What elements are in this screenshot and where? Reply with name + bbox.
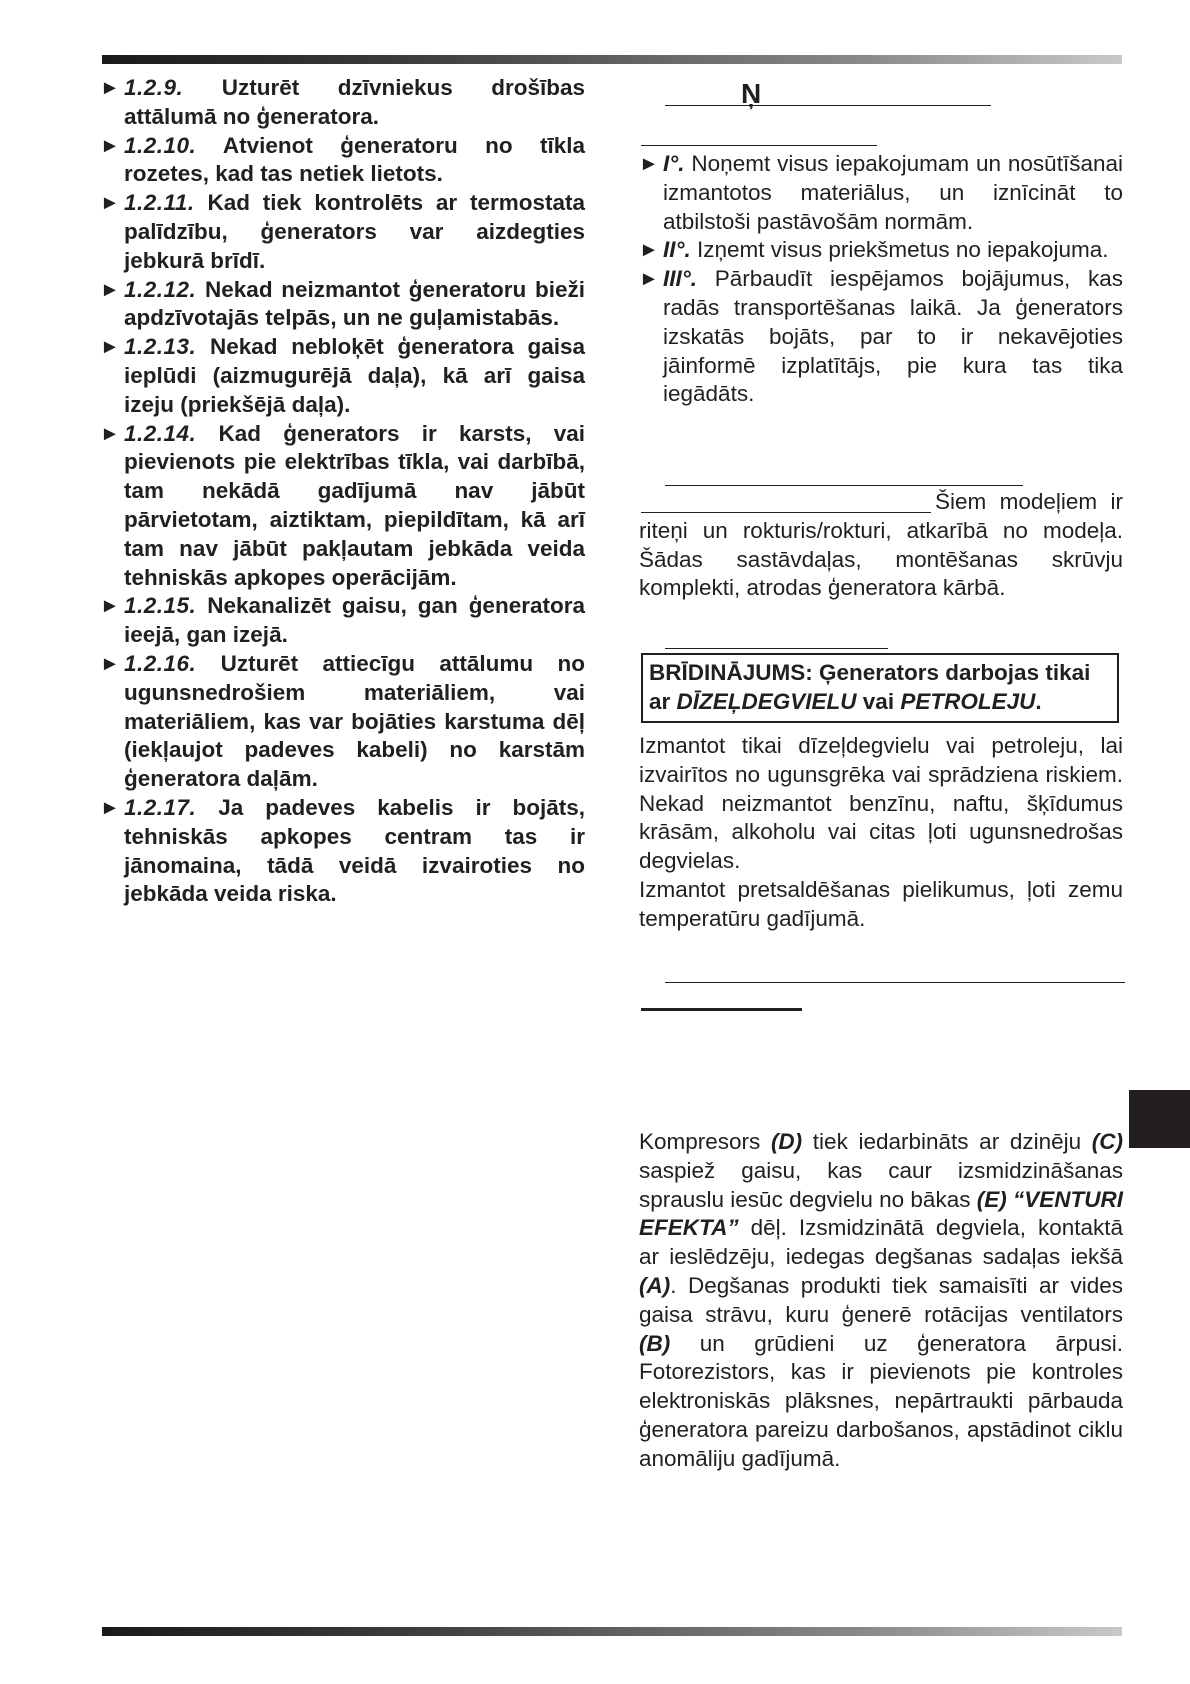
list-item: ► 1.2.14. Kad ģenerators ir karsts, vai pievienots pie elektrības tīkla, vai darbībā, tam nekādā gadījumā nav jābūt pārvietotam, aiztiktam, piepildītam, kā arī tam nav jābūt pakļautam jebkāda veida tehniskās apkopes operācijām. xyxy=(100,420,585,590)
list-item: ► III°. Pārbaudīt iespējamos bojājumus, kas radās transportēšanas laikā. Ja ģenerators izskatās bojāts, par to ir nekavējoties jāinformē izplatītājs, pie kura tas tika iegādāts. xyxy=(639,266,1123,407)
heading-rule xyxy=(665,485,1023,486)
fuel-paragraph: Izmantot tikai dīzeļdegvielu vai petroleju, lai izvairītos no ugunsgrēka vai sprādziena riskiem. Nekad neizmantot benzīnu, naftu, šķīdumus krāsām, alkoholu vai citas ļoti ugunsnedrošas degvielas. xyxy=(639,733,1123,874)
bullet-arrow-icon: ► xyxy=(100,422,120,445)
operation-paragraph: Kompresors (D) tiek iedarbināts ar dzinēju (C) saspiež gaisu, kas caur izsmidzināšanas sprauslu iesūc degvielu no bākas (E) “VENTURI EFEKTA” dēļ. Izsmidzinātā degviela, kontaktā ar ieslēdzēju, iedegas degšanas sadaļas iekšā (A). Degšanas produkti tiek samaisīti ar vides gaisa strāvu, kuru ģenerē rotācijas ventilators (B) un grūdieni uz ģeneratora ārpusi. Fotorezistors, kas ir pievienots pie kontroles elektroniskās plāksnes, nepārtraukti pārbauda ģeneratora pareizu darbošanos, apstādinot ciklu anomāliju gadījumā. xyxy=(639,1129,1123,1471)
language-tab xyxy=(1129,1090,1190,1148)
list-item: ► 1.2.12. Nekad neizmantot ģeneratoru bieži apdzīvotajās telpās, un ne guļamistabās. xyxy=(100,276,585,331)
bullet-arrow-icon: ► xyxy=(100,134,120,157)
warning-box: BRĪDINĀJUMS: Ģenerators darbojas tikai ar DĪZEĻDEGVIELU vai PETROLEJU. xyxy=(641,653,1119,723)
bullet-arrow-icon: ► xyxy=(100,77,120,99)
bullet-arrow-icon: ► xyxy=(100,336,120,359)
bullet-arrow-icon: ► xyxy=(100,192,120,215)
heading-rule xyxy=(641,1008,802,1011)
operation-section xyxy=(639,1128,1123,1474)
bullet-arrow-icon: ► xyxy=(639,268,659,291)
heading-rule xyxy=(641,145,877,146)
heading-rule xyxy=(665,105,991,106)
unpacking-list xyxy=(639,150,1123,409)
list-item: ► 1.2.17. Ja padeves kabelis ir bojāts, tehniskās apkopes centram tas ir jānomaina, tādā veidā izvairoties no jebkāda veida riska. xyxy=(100,794,585,907)
list-item: ► 1.2.13. Nekad nebloķēt ģeneratora gaisa ieplūdi (aizmugurējā daļa), kā arī gaisa izeju (priekšējā daļa). xyxy=(100,334,585,417)
fuel-paragraph: Izmantot pretsaldēšanas pielikumus, ļoti zemu temperatūru gadījumā. xyxy=(639,876,1123,931)
list-item: ► 1.2.15. Nekanalizēt gaisu, gan ģeneratora ieejā, gan izejā. xyxy=(100,593,585,648)
fuel-section xyxy=(639,732,1123,934)
safety-list xyxy=(100,74,585,909)
bullet-arrow-icon: ► xyxy=(639,153,659,175)
bullet-arrow-icon: ► xyxy=(100,652,120,675)
list-item: ► II°. Izņemt visus priekšmetus no iepakojuma. xyxy=(639,236,1123,265)
bullet-arrow-icon: ► xyxy=(639,239,659,262)
heading-rule xyxy=(665,648,888,649)
list-item: ► 1.2.16. Uzturēt attiecīgu attālumu no ugunsnedrošiem materiāliem, vai materiāliem, kas var bojāties karstuma dēļ (iekļaujot padeves kabeli) no karstām ģeneratora daļām. xyxy=(100,650,585,792)
list-item: ► 1.2.10. Atvienot ģeneratoru no tīkla rozetes, kad tas netiek lietots. xyxy=(100,132,585,187)
list-item: ► 1.2.11. Kad tiek kontrolēts ar termostata palīdzību, ģenerators var aizdegties jebkurā brīdī. xyxy=(100,190,585,273)
list-item: ► 1.2.9. Uzturēt dzīvniekus drošības attālumā no ģeneratora. xyxy=(100,75,585,129)
footer-rule xyxy=(102,1627,1122,1636)
header-rule xyxy=(102,55,1122,64)
section-heading-glyph: Ņ xyxy=(741,78,762,109)
bullet-arrow-icon: ► xyxy=(100,595,120,618)
heading-rule xyxy=(665,982,1125,983)
bullet-arrow-icon: ► xyxy=(100,278,120,301)
bullet-arrow-icon: ► xyxy=(100,796,120,819)
list-item: ► I°. Noņemt visus iepakojumam un nosūtīšanai izmantotos materiālus, un iznīcināt to atbilstoši pastāvošām normām. xyxy=(639,151,1123,234)
wheels-paragraph: Šiem modeļiem ir riteņi un rokturis/rokturi, atkarībā no modeļa. Šādas sastāvdaļas, montēšanas skrūvju komplekti, atrodas ģeneratora kārbā. xyxy=(639,489,1123,601)
